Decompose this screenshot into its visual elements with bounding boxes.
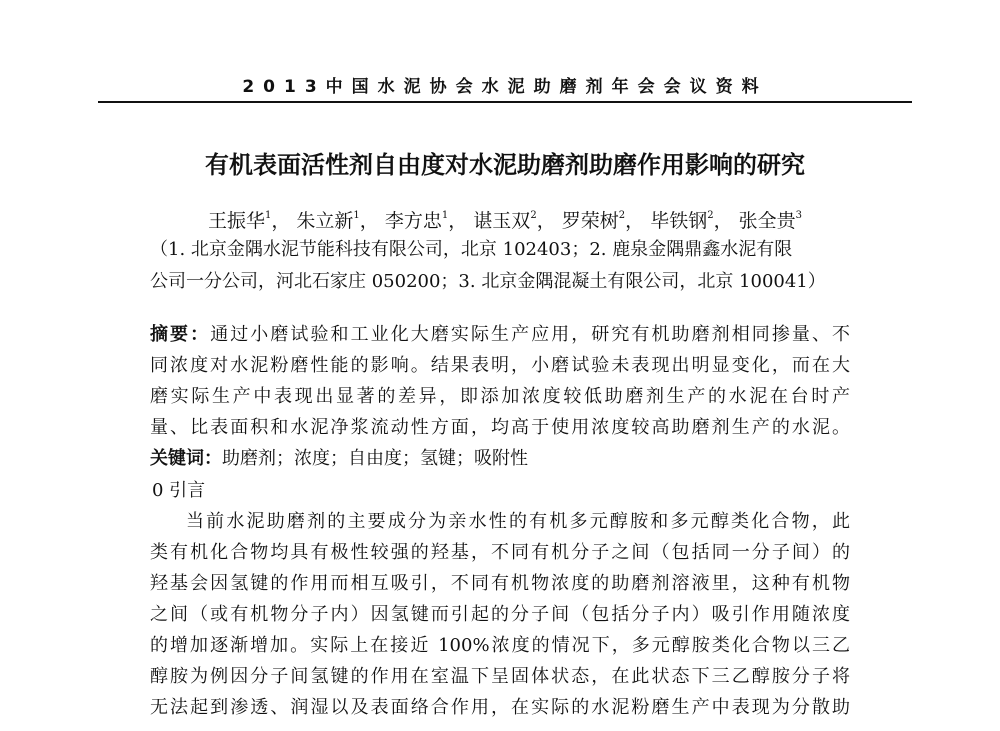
author-list xyxy=(140,206,870,233)
author: 毕铁钢$^2$， xyxy=(650,209,733,232)
intro-line: 羟基会因氢键的作用而相互吸引，不同有机物浓度的助磨剂溶液里，这种有机物 xyxy=(150,573,850,594)
keywords-label: 关键词： xyxy=(150,448,222,469)
author: 朱立新$^1$， xyxy=(296,209,379,232)
abstract-line: 摘要：通过小磨试验和工业化大磨实际生产应用，研究有机助磨剂相同掺量、不 xyxy=(150,324,851,345)
abstract-line: 同浓度对水泥粉磨性能的影响。结果表明，小磨试验未表现出明显变化，而在大 xyxy=(150,355,850,376)
running-header: 2013中国水泥协会水泥助磨剂年会会议资料 xyxy=(242,77,768,97)
author: 王振华$^1$， xyxy=(207,209,291,232)
author: 谌玉双$^2$， xyxy=(473,209,556,232)
intro-line: 之间（或有机物分子内）因氢键而引起的分子间（包括分子内）吸引作用随浓度 xyxy=(150,604,850,625)
affiliation-line: 公司一分公司，河北石家庄 050200；3. 北京金隅混凝土有限公司，北京 100041） xyxy=(150,271,826,292)
abstract-line: 磨实际生产中表现出显著的差异，即添加浓度较低助磨剂生产的水泥在台时产 xyxy=(150,386,850,407)
author: 罗荣树$^2$， xyxy=(561,209,645,232)
intro-line: 醇胺为例因分子间氢键的作用在室温下呈固体状态，在此状态下三乙醇胺分子将 xyxy=(150,666,850,687)
affiliation-line: （1. 北京金隅水泥节能科技有限公司，北京 102403；2. 鹿泉金隅鼎鑫水泥有限 xyxy=(150,239,793,260)
author: 李方忠$^1$， xyxy=(384,209,468,232)
intro-line: 类有机化合物均具有极性较强的羟基，不同有机分子之间（包括同一分子间）的 xyxy=(150,542,850,563)
abstract-line: 量、比表面积和水泥净浆流动性方面，均高于使用浓度较高助磨剂生产的水泥。 xyxy=(150,417,850,438)
intro-line: 的增加逐渐增加。实际上在接近 100%浓度的情况下，多元醇胺类化合物以三乙 xyxy=(150,635,850,656)
author: 张全贵$^3$ xyxy=(738,209,803,232)
intro-line: 无法起到渗透、润湿以及表面络合作用，在实际的水泥粉磨生产中表现为分散助 xyxy=(150,697,850,718)
intro-line: 当前水泥助磨剂的主要成分为亲水性的有机多元醇胺和多元醇类化合物，此 xyxy=(186,511,850,532)
section-heading: 0 引言 xyxy=(152,480,206,501)
paper-title: 有机表面活性剂自由度对水泥助磨剂助磨作用影响的研究 xyxy=(205,151,805,179)
abstract-label: 摘要： xyxy=(150,324,211,345)
header-rule xyxy=(98,101,912,103)
keywords-text: 助磨剂；浓度；自由度；氢键；吸附性 xyxy=(222,448,528,469)
keywords-line xyxy=(150,444,850,470)
